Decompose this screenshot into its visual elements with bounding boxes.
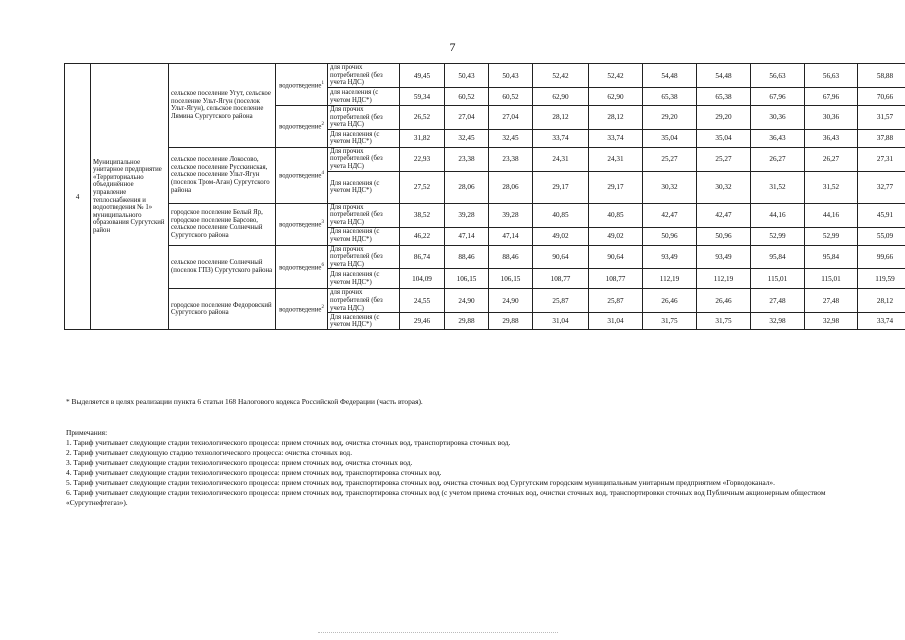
service-note-ref: 6 xyxy=(321,263,324,269)
tariff-value: 112,19 xyxy=(697,269,751,289)
tariff-value: 26,46 xyxy=(643,289,697,313)
tariff-value: 40,85 xyxy=(533,203,589,227)
tariff-value: 31,52 xyxy=(751,171,805,203)
tariff-value: 65,38 xyxy=(643,88,697,106)
notes-section xyxy=(66,428,856,508)
tariff-value: 88,46 xyxy=(489,245,533,269)
tariff-value: 29,46 xyxy=(400,313,445,330)
tariff-value: 26,27 xyxy=(805,147,858,171)
consumer-category: для прочих потребителей (без учета НДС) xyxy=(328,64,400,88)
service-cell xyxy=(276,147,328,203)
consumer-category: Для прочих потребителей (без учета НДС) xyxy=(328,245,400,269)
service-cell xyxy=(276,64,328,106)
tariff-value: 44,16 xyxy=(805,203,858,227)
tariff-value: 27,31 xyxy=(858,147,905,171)
service-name: водоотведение xyxy=(279,306,322,314)
service-name: водоотведение xyxy=(279,221,322,229)
service-name: водоотведение xyxy=(279,172,322,180)
tariff-value: 106,15 xyxy=(445,269,489,289)
table-row xyxy=(65,289,905,313)
tariff-value: 33,74 xyxy=(533,129,589,147)
tariff-value: 27,04 xyxy=(489,106,533,130)
tariff-value: 24,31 xyxy=(589,147,643,171)
tariff-value: 27,52 xyxy=(400,171,445,203)
tariff-value: 93,49 xyxy=(697,245,751,269)
tariff-value: 93,49 xyxy=(643,245,697,269)
tariff-value: 115,01 xyxy=(805,269,858,289)
tariff-value: 60,52 xyxy=(489,88,533,106)
tariff-value: 47,14 xyxy=(445,227,489,245)
tariff-value: 28,12 xyxy=(589,106,643,130)
tariff-value: 47,14 xyxy=(489,227,533,245)
tariff-value: 30,32 xyxy=(697,171,751,203)
tariff-value: 65,38 xyxy=(697,88,751,106)
tariff-value: 90,64 xyxy=(589,245,643,269)
notes-title: Примечания: xyxy=(66,428,108,437)
service-note-ref: 2 xyxy=(321,122,324,128)
tariff-value: 106,15 xyxy=(489,269,533,289)
tariff-value: 35,04 xyxy=(643,129,697,147)
tariff-value: 32,45 xyxy=(489,129,533,147)
tariff-value: 52,42 xyxy=(589,64,643,88)
page-number: 7 xyxy=(449,40,456,54)
tariff-value: 28,06 xyxy=(445,171,489,203)
tariff-value: 36,43 xyxy=(751,129,805,147)
tariff-value: 62,90 xyxy=(589,88,643,106)
service-name: водоотведение xyxy=(279,81,322,89)
tariff-value: 31,04 xyxy=(533,313,589,330)
scan-artifact xyxy=(318,628,558,633)
tariff-value: 24,55 xyxy=(400,289,445,313)
tariff-value: 108,77 xyxy=(589,269,643,289)
tariff-value: 33,74 xyxy=(589,129,643,147)
tariff-value: 31,75 xyxy=(643,313,697,330)
table-row xyxy=(65,245,905,269)
tariff-value: 32,98 xyxy=(805,313,858,330)
note-item-6: 6. Тариф учитывает следующие стадии технологического процесса: прием сточных вод, транспортировка сточных вод (с учетом приема сточных вод, очистки сточных вод, транспортировки сточных вод Публичным акционерным обществом «Сургутнефтегаз»). xyxy=(66,488,826,507)
tariff-value: 23,38 xyxy=(489,147,533,171)
note-item-5: 5. Тариф учитывает следующие стадии технологического процесса: прием сточных вод, транспортировка сточных вод, очистка сточных вод Сургутским городским муниципальным унитарным предприятием «Горводоканал». xyxy=(66,478,775,487)
tariff-value: 90,64 xyxy=(533,245,589,269)
tariff-value: 115,01 xyxy=(751,269,805,289)
service-note-ref: 4 xyxy=(321,171,324,177)
tariff-value: 86,74 xyxy=(400,245,445,269)
tariff-value: 50,96 xyxy=(697,227,751,245)
tariff-value: 26,46 xyxy=(697,289,751,313)
tariff-value: 30,36 xyxy=(751,106,805,130)
tariff-value: 95,84 xyxy=(751,245,805,269)
service-cell xyxy=(276,245,328,289)
consumer-category: Для населения (с учетом НДС*) xyxy=(328,171,400,203)
note-item-2: 2. Тариф учитывает следующую стадию технологического процесса: очистка сточных вод. xyxy=(66,448,353,457)
table-row xyxy=(65,64,905,88)
service-cell xyxy=(276,203,328,245)
tariff-value: 31,82 xyxy=(400,129,445,147)
tariff-value: 26,27 xyxy=(751,147,805,171)
consumer-category: Для населения (с учетом НДС*) xyxy=(328,227,400,245)
tariff-table-body xyxy=(65,64,905,330)
tariff-value: 42,47 xyxy=(643,203,697,227)
tariff-table xyxy=(64,63,905,330)
tariff-value: 108,77 xyxy=(533,269,589,289)
tariff-value: 36,43 xyxy=(805,129,858,147)
tariff-value: 30,32 xyxy=(643,171,697,203)
tariff-value: 35,04 xyxy=(697,129,751,147)
consumer-category: Для прочих потребителей (без учета НДС) xyxy=(328,203,400,227)
tariff-value: 31,57 xyxy=(858,106,905,130)
tariff-value: 95,84 xyxy=(805,245,858,269)
tariff-value: 54,48 xyxy=(697,64,751,88)
tariff-value: 24,90 xyxy=(489,289,533,313)
tariff-value: 37,88 xyxy=(858,129,905,147)
tariff-value: 56,63 xyxy=(751,64,805,88)
service-name: водоотведение xyxy=(279,123,322,131)
tariff-value: 22,93 xyxy=(400,147,445,171)
tariff-value: 30,36 xyxy=(805,106,858,130)
tariff-value: 50,96 xyxy=(643,227,697,245)
settlement-name: сельское поселение Солнечный (поселок ГПЗ) Сургутского района xyxy=(169,245,276,289)
tariff-value: 50,43 xyxy=(445,64,489,88)
tariff-value: 25,87 xyxy=(533,289,589,313)
row-index: 4 xyxy=(65,64,91,330)
tariff-value: 39,28 xyxy=(445,203,489,227)
tariff-value: 31,52 xyxy=(805,171,858,203)
tariff-value: 31,75 xyxy=(697,313,751,330)
tariff-value: 59,34 xyxy=(400,88,445,106)
tariff-value: 70,66 xyxy=(858,88,905,106)
tariff-value: 23,38 xyxy=(445,147,489,171)
settlement-name: городское поселение Федоровский Сургутского района xyxy=(169,289,276,330)
tariff-value: 44,16 xyxy=(751,203,805,227)
tariff-value: 112,19 xyxy=(643,269,697,289)
tariff-value: 26,52 xyxy=(400,106,445,130)
tariff-value: 49,02 xyxy=(589,227,643,245)
tariff-value: 32,77 xyxy=(858,171,905,203)
tariff-value: 52,99 xyxy=(751,227,805,245)
tariff-value: 58,88 xyxy=(858,64,905,88)
tariff-value: 88,46 xyxy=(445,245,489,269)
tariff-value: 39,28 xyxy=(489,203,533,227)
tariff-value: 52,42 xyxy=(533,64,589,88)
tariff-value: 62,90 xyxy=(533,88,589,106)
tariff-value: 67,96 xyxy=(751,88,805,106)
consumer-category: Для населения (с учетом НДС*) xyxy=(328,269,400,289)
tariff-value: 50,43 xyxy=(489,64,533,88)
settlement-name: сельское поселение Локосово, сельское поселение Русскинская, сельское поселение Ульт-Ягун (поселок Тром-Аган) Сургутского района xyxy=(169,147,276,203)
tariff-value: 27,48 xyxy=(805,289,858,313)
service-cell xyxy=(276,106,328,148)
tariff-value: 25,27 xyxy=(643,147,697,171)
tariff-value: 31,04 xyxy=(589,313,643,330)
tariff-value: 60,52 xyxy=(445,88,489,106)
tariff-value: 28,06 xyxy=(489,171,533,203)
tariff-value: 24,31 xyxy=(533,147,589,171)
consumer-category: для населения (с учетом НДС*) xyxy=(328,88,400,106)
note-item-4: 4. Тариф учитывает следующие стадии технологического процесса: прием сточных вод, транспортировка сточных вод. xyxy=(66,468,442,477)
tariff-value: 38,52 xyxy=(400,203,445,227)
tariff-value: 55,09 xyxy=(858,227,905,245)
settlement-name: городское поселение Белый Яр, городское поселение Барсово, сельское поселение Солнечный Сургутского района xyxy=(169,203,276,245)
tariff-value: 67,96 xyxy=(805,88,858,106)
tariff-value: 104,09 xyxy=(400,269,445,289)
tariff-value: 24,90 xyxy=(445,289,489,313)
tariff-value: 99,66 xyxy=(858,245,905,269)
footnote: * Выделяется в целях реализации пункта 6 статьи 168 Налогового кодекса Российской Федерации (часть вторая). xyxy=(66,397,423,406)
tariff-value: 40,85 xyxy=(589,203,643,227)
service-note-ref: 1 xyxy=(321,80,324,86)
service-name: водоотведение xyxy=(279,264,322,272)
tariff-value: 49,02 xyxy=(533,227,589,245)
tariff-value: 42,47 xyxy=(697,203,751,227)
tariff-value: 29,88 xyxy=(445,313,489,330)
tariff-value: 25,87 xyxy=(589,289,643,313)
consumer-category: Для населения (с учетом НДС*) xyxy=(328,129,400,147)
note-item-1: 1. Тариф учитывает следующие стадии технологического процесса: прием сточных вод, очистка сточных вод, транспортировка сточных вод. xyxy=(66,438,511,447)
note-item-3: 3. Тариф учитывает следующие стадии технологического процесса: прием сточных вод, очистка сточных вод. xyxy=(66,458,413,467)
tariff-value: 49,45 xyxy=(400,64,445,88)
tariff-value: 56,63 xyxy=(805,64,858,88)
tariff-value: 46,22 xyxy=(400,227,445,245)
tariff-value: 25,27 xyxy=(697,147,751,171)
tariff-value: 29,17 xyxy=(589,171,643,203)
table-row xyxy=(65,147,905,171)
service-cell xyxy=(276,289,328,330)
tariff-value: 29,88 xyxy=(489,313,533,330)
tariff-value: 28,12 xyxy=(533,106,589,130)
tariff-value: 29,17 xyxy=(533,171,589,203)
tariff-value: 28,12 xyxy=(858,289,905,313)
tariff-value: 119,59 xyxy=(858,269,905,289)
tariff-value: 52,99 xyxy=(805,227,858,245)
tariff-value: 27,48 xyxy=(751,289,805,313)
organization-name: Муниципальное унитарное предприятие «Территориально объединённое управление теплоснабжения и водоотведения № 1» муниципального образования Сургутский район xyxy=(91,64,169,330)
service-note-ref: 3 xyxy=(321,220,324,226)
consumer-category: Для прочих потребителей (без учета НДС) xyxy=(328,147,400,171)
table-row xyxy=(65,203,905,227)
tariff-value: 29,20 xyxy=(697,106,751,130)
tariff-value: 45,91 xyxy=(858,203,905,227)
tariff-value: 27,04 xyxy=(445,106,489,130)
tariff-value: 54,48 xyxy=(643,64,697,88)
tariff-value: 29,20 xyxy=(643,106,697,130)
consumer-category: для прочих потребителей (без учета НДС) xyxy=(328,289,400,313)
tariff-value: 32,45 xyxy=(445,129,489,147)
consumer-category: Для населения (с учетом НДС*) xyxy=(328,313,400,330)
tariff-value: 33,74 xyxy=(858,313,905,330)
consumer-category: Для прочих потребителей (без учета НДС) xyxy=(328,106,400,130)
tariff-value: 32,98 xyxy=(751,313,805,330)
settlement-name: сельское поселение Угут, сельское поселение Ульт-Ягун (поселок Ульт-Ягун), сельское поселение Лямина Сургутского района xyxy=(169,64,276,148)
service-note-ref: 2 xyxy=(321,305,324,311)
